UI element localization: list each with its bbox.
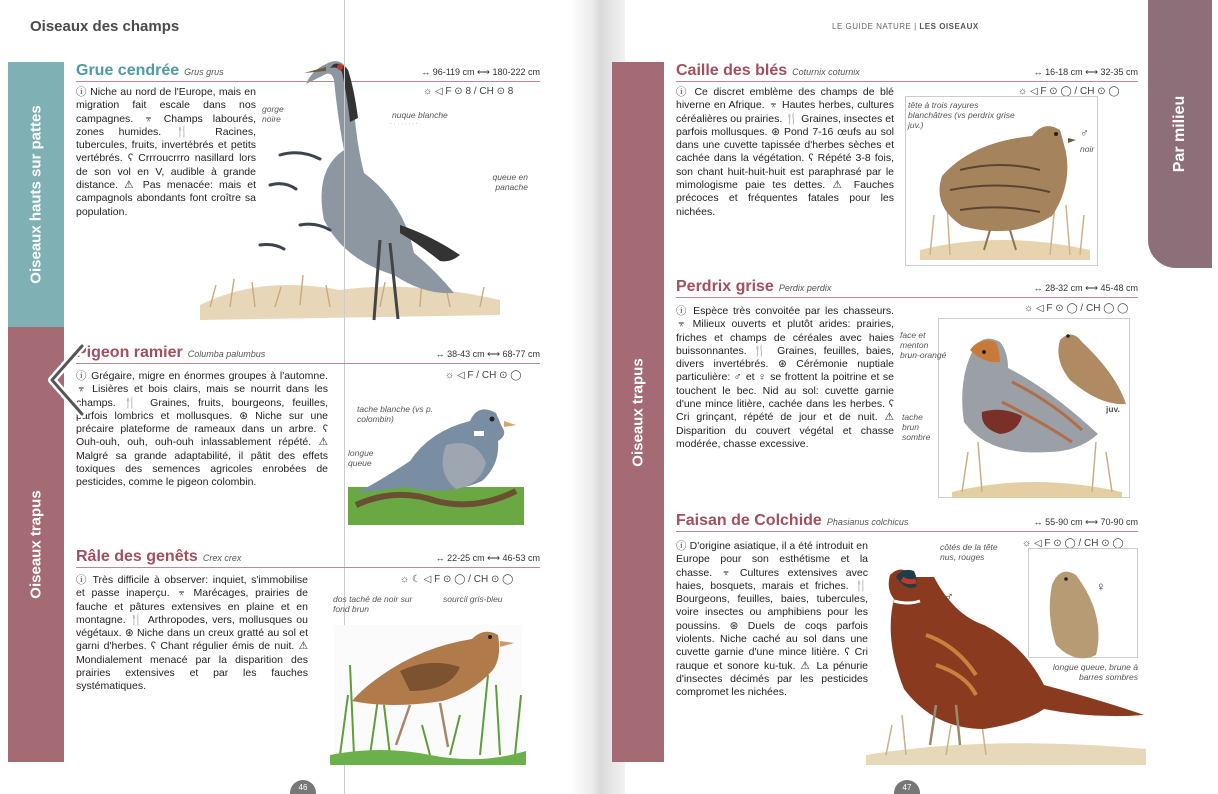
species-name: Caille des blés [676,62,788,79]
svg-text:· · · · · ·: · · · · · · [250,111,271,117]
species-status-icons: ☼ ◁ F ⊙ ◯ / CH ◯ ◯ [1024,303,1129,314]
quail-label-head-stripes: tête à trois rayures blanchâtres (vs perdrix grise juv.) [908,100,1015,130]
species-size: ↔ 55-90 cm ⟷ 70-90 cm [1033,517,1138,527]
species-description: ⓘ Ce discret emblème des champs de blé hiverne en Afrique. ⌆ Hautes herbes, cultures céréalières ou prairies. 🍴 Graines, insectes et parfois mollusques. ⊛ Pond 7-16 œufs au sol dans une cuvette tapissée d'herbes sèches et cachée dans la végétation. ʕ Répété 3-8 fois, son chant huit-huit-huit est paraphrasé par le mimologisme paie tes dettes. ⚠ Fauches précoces et fréquentes fatales pour les nichées. [676,86,894,218]
species-name: Perdrix grise [676,278,774,295]
pheasant-label-female-symbol: ♀ [1096,579,1106,594]
species-status-icons: ☼ ◁ F ⊙ ◯ / CH ⊙ ◯ [1022,538,1124,549]
species-latin: Columba palumbus [187,349,266,359]
species-name: Râle des genêts [76,548,198,565]
species-name: Faisan de Colchide [676,512,822,529]
running-header-guide: LE GUIDE NATURE [832,22,912,31]
left-page [0,0,572,794]
tab-stocky-birds-label: Oiseaux trapus [27,490,45,599]
partridge-label-juvenile: juv. [1106,404,1121,414]
running-header: LE GUIDE NATURE | LES OISEAUX [832,22,979,31]
pigeon-label-long-tail: longue queue [348,448,374,468]
running-title: Oiseaux des champs [30,18,180,35]
species-header [76,344,540,364]
species-status-icons: ☼ ☾ ◁ F ⊙ ◯ / CH ⊙ ◯ [400,574,514,585]
corncrake-illustration [330,605,526,765]
tab-by-habitat-label: Par milieu [1171,95,1189,173]
species-size: ↔ 96-119 cm ⟷ 180-222 cm [421,67,540,77]
tab-by-habitat[interactable] [1148,0,1212,268]
species-entry-rale [76,548,540,568]
running-header-section: LES OISEAUX [919,22,979,31]
species-entry-pigeon [76,344,540,364]
species-header [676,278,1138,298]
tab-stocky-birds-right[interactable] [612,62,664,762]
pheasant-label-bare-face: côtés de la tête nus, rouges [940,542,998,562]
tab-tall-birds-label: Oiseaux hauts sur pattes [27,105,45,284]
quail-illustration [910,110,1090,260]
tab-tall-birds[interactable] [8,62,64,327]
quail-label-male-symbol: ♂ [1080,126,1089,140]
species-latin: Phasianus colchicus [826,517,909,527]
tab-stocky-birds-right-label: Oiseaux trapus [629,357,647,467]
species-size: ↔ 28-32 cm ⟷ 45-48 cm [1033,283,1138,293]
species-status-icons: ☼ ◁ F / CH ⊙ ◯ [445,370,522,381]
crane-illustration [180,45,510,340]
crane-label-tail: queue en panache [492,172,528,192]
species-description: ⓘ Espèce très convoitée par les chasseurs. ⌆ Milieux ouverts et plutôt arides: prairies, friches et champs de céréales avec haies buissonnantes. 🍴 Graines, feuilles, baies, divers invertébrés. ⊛ Cérémonie nuptiale particulière: ♂ et ♀ se frottent la poitrine et se touchent le bec. Nid au sol: cuvette garnie d'une mince litière, cachée dans les herbes. ʕ Cri grinçant, répété de jour et de nuit. ⚠ Disparition du couvert végétal et chasse modérée, chasse excessive. [676,305,894,450]
species-header [76,548,540,568]
species-latin: Grus grus [184,67,224,77]
back-chevron-icon[interactable] [42,340,92,420]
species-header [676,512,1138,532]
pheasant-label-male-symbol: ♂ [944,589,954,604]
species-latin: Coturnix coturnix [792,67,860,77]
species-name: Pigeon ramier [76,344,183,361]
species-description: ⓘ Niche au nord de l'Europe, mais en migration fait escale dans nos campagnes. ⌆ Champs labourés, zones humides. 🍴 Racines, tubercules, fruits, invertébrés et petits vertébrés. ʕ Crrroucrrro nasillard lors de son vol en V, audible à grande distance. ⚠ Pas menacée: mais et campagnols abondants font croître sa population. [76,86,256,218]
species-status-icons: ☼ ◁ F ⊙ 8 / CH ⊙ 8 [423,86,514,97]
page-number-right: 47 [894,780,920,794]
pheasant-label-long-tail: longue queue, brune à barres sombres [1052,662,1138,682]
species-size: ↔ 38-43 cm ⟷ 68-77 cm [435,349,540,359]
species-description: ⓘ Très difficile à observer: inquiet, s'immobilise et passe inaperçu. ⌆ Marécages, prairies de fauche et pâtures extensives en plaine et en montagne. 🍴 Arthropodes, vers, mollusques ou végétaux. ⊛ Niche dans un creux gratté au sol et garni d'herbes. ʕ Chant régulier émis de nuit. ⚠ Mondialement menacé par la disparition des prairies extensives et par les fauches systématiques. [76,574,308,693]
pigeon-label-white-patch: tache blanche (vs p. colombin) [357,404,434,424]
species-description: ⓘ D'origine asiatique, il a été introduit en Europe pour son esthétisme et la chasse. ⌆ Cultures extensives avec haies, bosquets, marais et friches. 🍴 Bourgeons, feuilles, baies, tubercules, voire insectes ou amphibiens pour les poussins. ⊛ Duels de coqs parfois violents. Niche caché au sol dans une cuvette garnie d'une mince litière. ʕ Cri rauque et sonore ku-tuk. ⚠ La pénurie d'insectes décimés par les pesticides compromet les nichées. [676,540,868,699]
partridge-label-face: face et menton brun-orangé [900,330,947,360]
species-description: ⓘ Grégaire, migre en énormes groupes à l'automne. ⌆ Lisières et bois clairs, mais se nourrit dans les champs. 🍴 Graines, fruits, bourgeons, feuilles, parfois lombrics et mollusques. ⊛ Niche sur une précaire plateforme de rameaux dans un arbre. ʕ Ouh-ouh, ouh, ouh-ouh inlassablement répété. ⚠ Malgré sa grande adaptabilité, il pâtit des effets toxiques des semences agricoles enrobées de pesticides, comme le pigeon colombin. [76,370,328,489]
species-entry-perdrix [676,278,1138,298]
corncrake-label-eyebrow: sourcil gris-bleu [443,594,503,604]
partridge-label-belly-spot: tache brun sombre [902,412,931,442]
species-latin: Crex crex [202,553,242,563]
species-size: ↔ 16-18 cm ⟷ 32-35 cm [1033,67,1138,77]
species-size: ↔ 22-25 cm ⟷ 46-53 cm [435,553,540,563]
species-entry-faisan [676,512,1138,532]
species-latin: Perdix perdix [778,283,832,293]
crane-label-throat: gorge noire [262,104,284,124]
svg-text:· · · · · · · ·: · · · · · · · · [390,121,418,127]
crane-label-nape: nuque blanche [392,110,448,120]
corncrake-label-back: dos taché de noir sur fond brun [333,594,413,614]
species-status-icons: ☼ ◁ F ⊙ ◯ / CH ⊙ ◯ [1018,86,1120,97]
species-header [676,62,1138,82]
partridge-illustration [942,322,1132,498]
species-entry-caille [676,62,1138,82]
quail-label-black: noir [1080,144,1095,154]
species-name: Grue cendrée [76,62,180,79]
page-number-left: 46 [290,780,316,794]
